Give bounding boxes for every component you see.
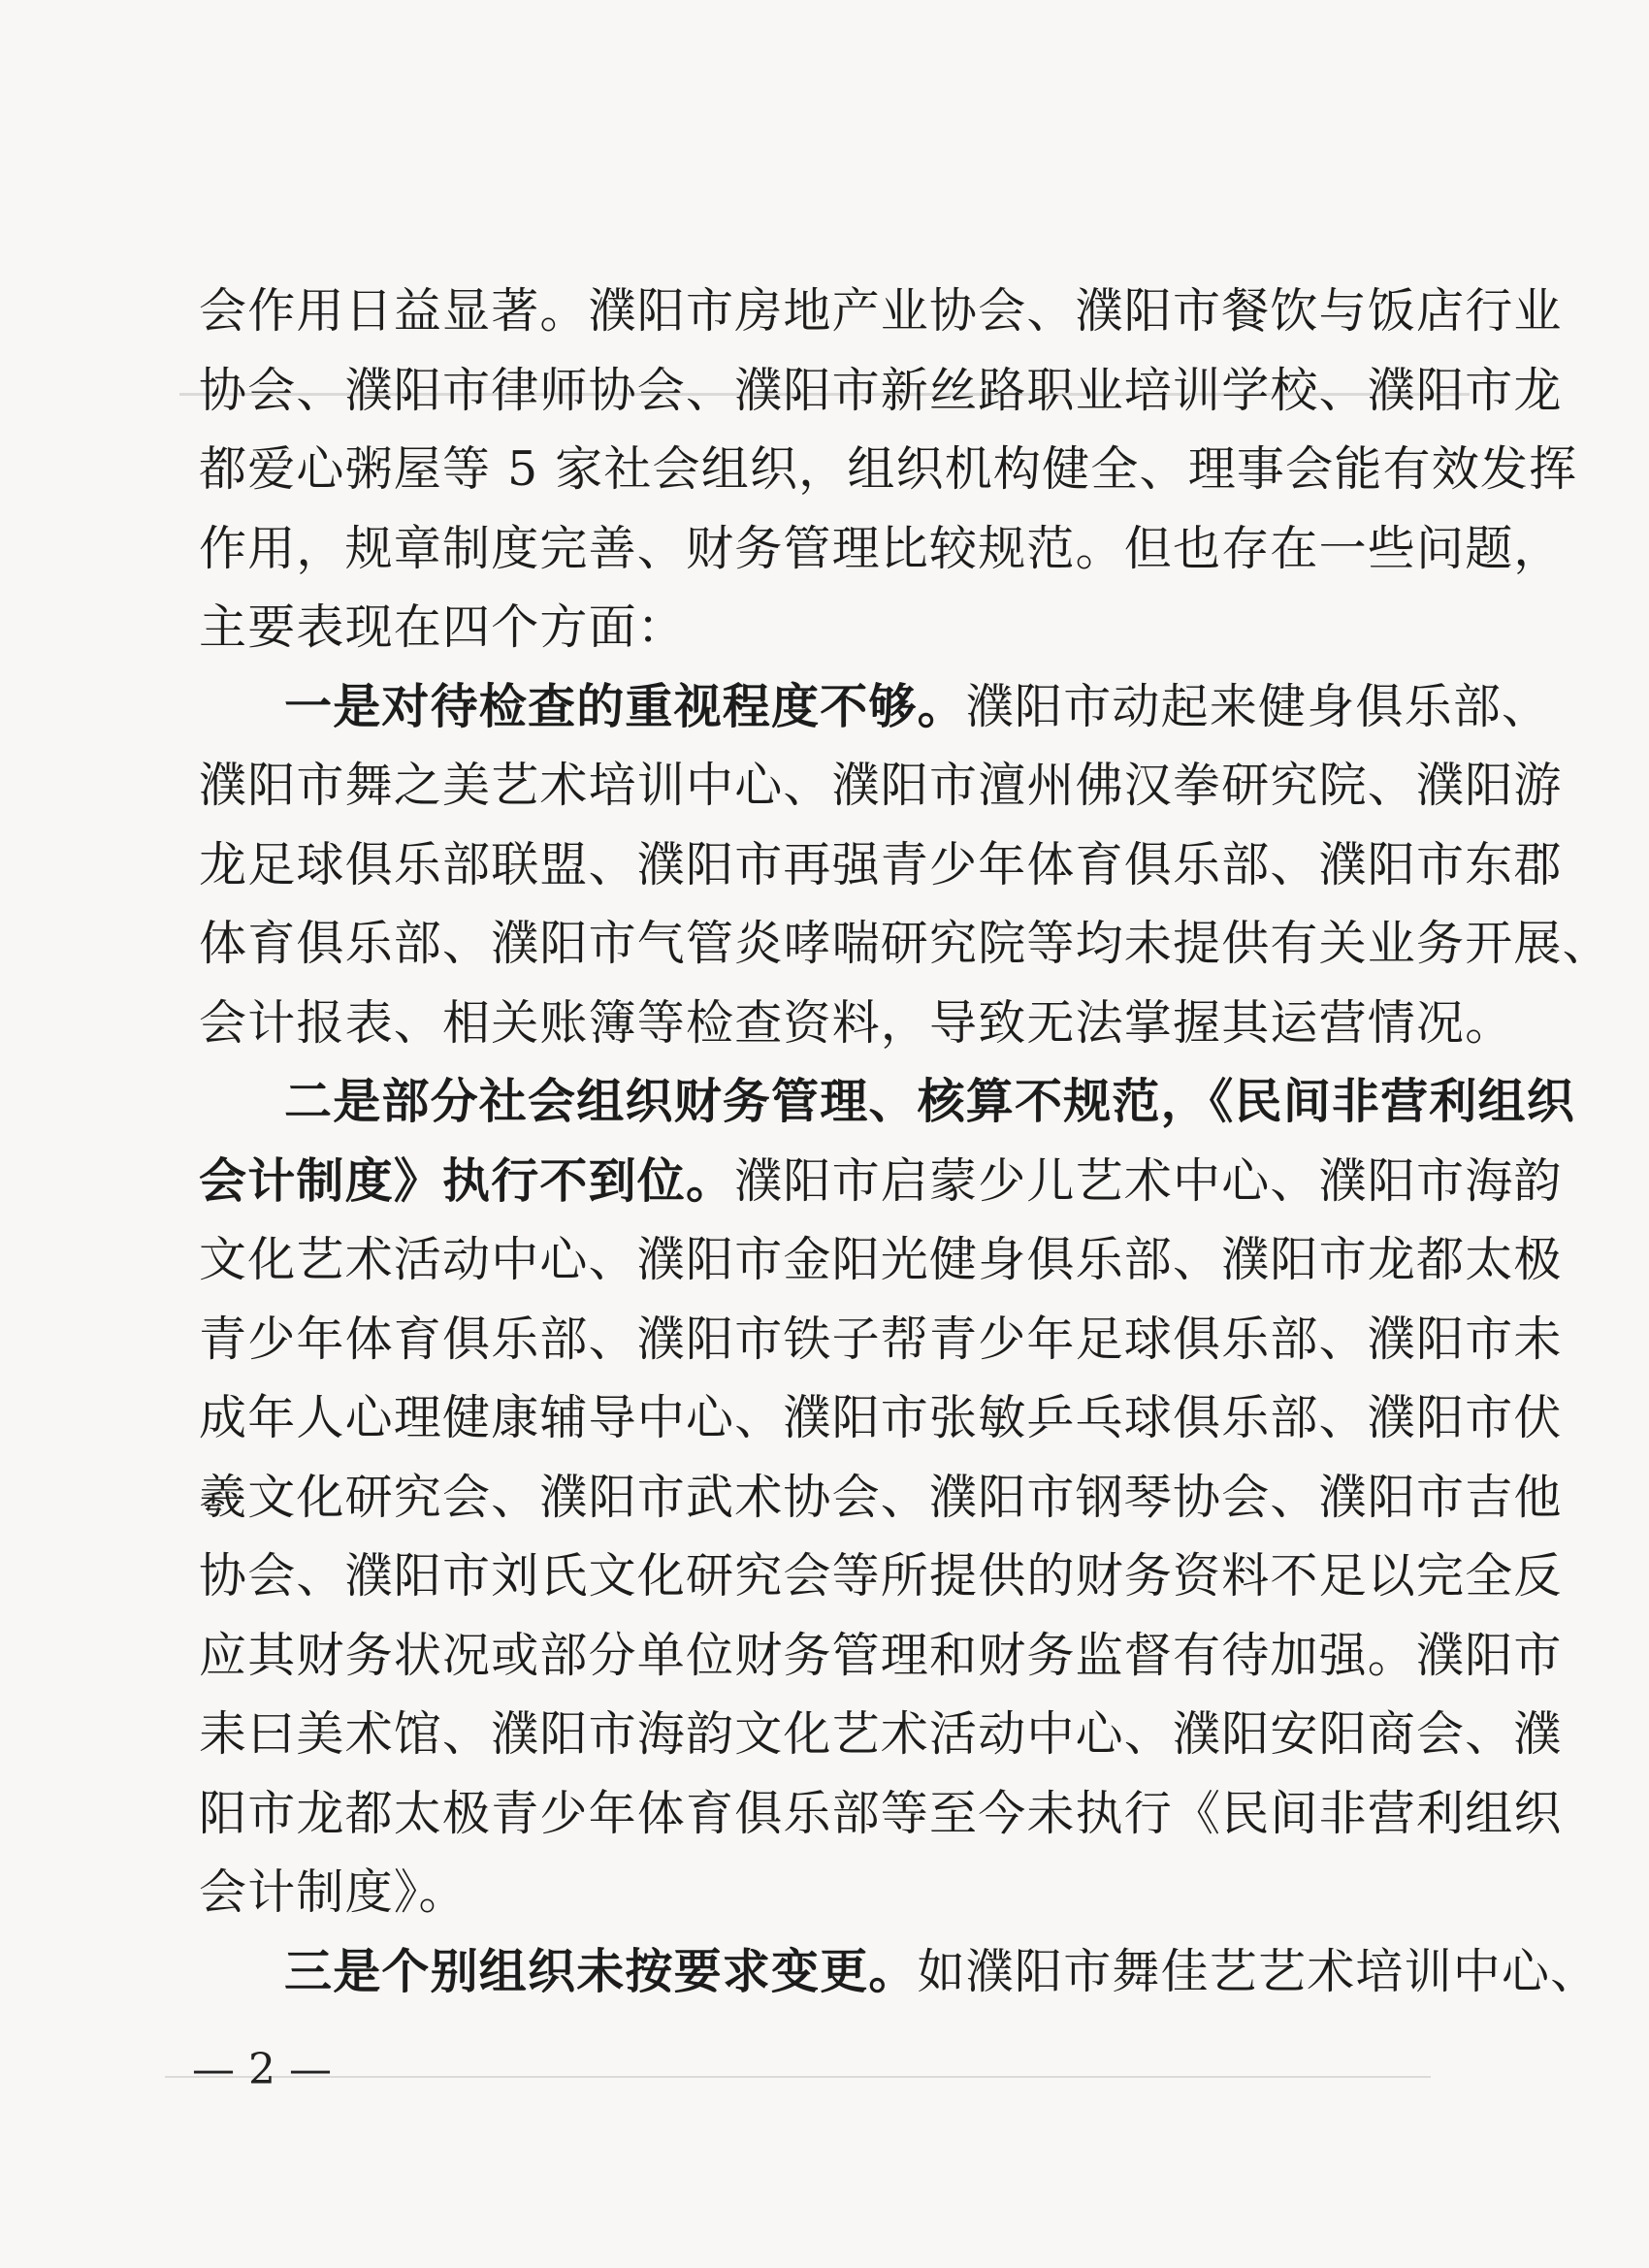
- text-run: 濮阳市启蒙少儿艺术中心、濮阳市海韵: [734, 1152, 1563, 1209]
- text-line: 作用，规章制度完善、财务管理比较规范。但也存在一些问题，: [199, 520, 1563, 576]
- paragraph-second-line: [199, 1142, 1563, 1221]
- text-line: 应其财务状况或部分单位财务管理和财务监督有待加强。濮阳市: [199, 1627, 1563, 1683]
- text-line: 体育俱乐部、濮阳市气管炎哮喘研究院等均未提供有关业务开展、: [199, 916, 1611, 971]
- text-line: 濮阳市舞之美艺术培训中心、濮阳市澶州佛汉拳研究院、濮阳游: [199, 758, 1563, 813]
- section-heading: 一是对待检查的重视程度不够。: [284, 677, 966, 734]
- text-run: 如濮阳市舞佳艺艺术培训中心、: [917, 1943, 1600, 1999]
- text-line: 阳市龙都太极青少年体育俱乐部等至今未执行《民间非营利组织: [199, 1785, 1563, 1841]
- section-heading: 会计制度》执行不到位。: [199, 1151, 735, 1209]
- text-line: 主要表现在四个方面：: [199, 599, 687, 655]
- text-line: 文化艺术活动中心、濮阳市金阳光健身俱乐部、濮阳市龙都太极: [199, 1232, 1563, 1287]
- text-line: 龙足球俱乐部联盟、濮阳市再强青少年体育俱乐部、濮阳市东郡: [199, 836, 1563, 892]
- text-line: 会作用日益显著。濮阳市房地产业协会、濮阳市餐饮与饭店行业: [199, 283, 1563, 339]
- paragraph-first-line: [199, 1932, 1600, 2012]
- paragraph-first-line: [199, 667, 1551, 747]
- footer-rule: [165, 2076, 1431, 2078]
- text-line: 会计制度》。: [199, 1864, 468, 1920]
- text-line: 会计报表、相关账簿等检查资料，导致无法掌握其运营情况。: [199, 994, 1514, 1051]
- text-line: 耒曰美术馆、濮阳市海韵文化艺术活动中心、濮阳安阳商会、濮: [199, 1706, 1563, 1762]
- body-text: [199, 272, 1611, 2011]
- page-number: — 2 —: [192, 2045, 332, 2094]
- section-heading: 三是个别组织未按要求变更。: [284, 1942, 918, 1999]
- text-line: 成年人心理健康辅导中心、濮阳市张敏乒乓球俱乐部、濮阳市伏: [199, 1390, 1563, 1445]
- text-line: 协会、濮阳市律师协会、濮阳市新丝路职业培训学校、濮阳市龙: [199, 362, 1563, 418]
- text-line: 都爱心粥屋等 5 家社会组织，组织机构健全、理事会能有效发挥: [199, 441, 1578, 497]
- text-line: 青少年体育俱乐部、濮阳市铁子帮青少年足球俱乐部、濮阳市未: [199, 1311, 1563, 1367]
- text-run: 濮阳市动起来健身俱乐部、: [965, 678, 1551, 734]
- text-line: 羲文化研究会、濮阳市武术协会、濮阳市钢琴协会、濮阳市吉他: [199, 1469, 1563, 1525]
- text-line: 协会、濮阳市刘氏文化研究会等所提供的财务资料不足以完全反: [199, 1548, 1563, 1604]
- section-heading: 二是部分社会组织财务管理、核算不规范，《民间非营利组织: [284, 1073, 1575, 1129]
